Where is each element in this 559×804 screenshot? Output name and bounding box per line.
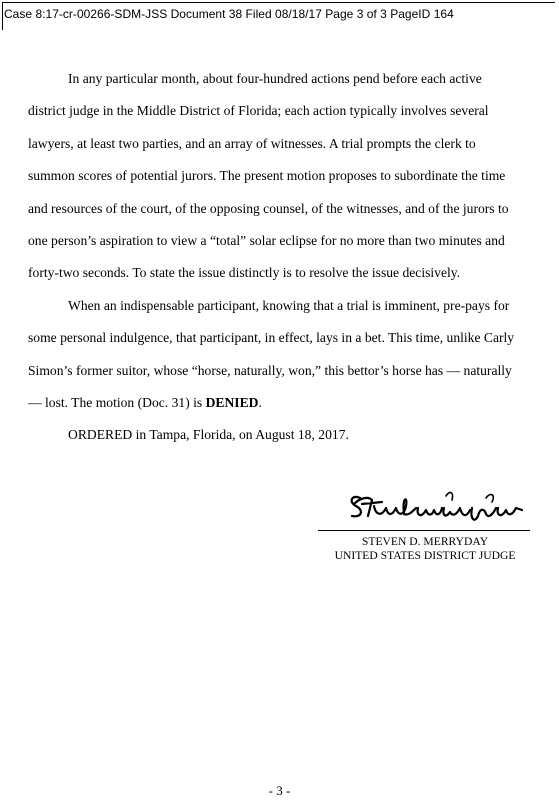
paragraph-2: [28, 290, 520, 420]
judge-title: UNITED STATES DISTRICT JUDGE: [334, 549, 516, 562]
page-number: - 3 -: [268, 783, 291, 798]
paragraph-2-end: .: [258, 395, 262, 411]
denied-ruling: DENIED: [205, 395, 259, 411]
signature-line: [318, 530, 530, 531]
paragraph-2-text: When an indispensable participant, knowing that a trial is imminent, pre-pays for some personal indulgence, that participant, in effect, lays in a bet. This time, unlike Carly Simon’s former suitor, whose “horse, naturally, won,” this bettor’s horse has — naturally — lost. The motion (Doc. 31) is: [28, 297, 515, 411]
filing-header: Case 8:17-cr-00266-SDM-JSS Document 38 Filed 08/18/17 Page 3 of 3 PageID 164: [4, 7, 454, 21]
order-body: [28, 63, 520, 452]
judge-name: STEVEN D. MERRYDAY: [361, 535, 489, 548]
paragraph-1: In any particular month, about four-hundred actions pend before each active district judge in the Middle District of Florida; each action typically involves several lawyers, at least two parties, and an array of witnesses. A trial prompts the clerk to summon scores of potential jurors. The present motion proposes to subordinate the time and resources of the court, of the opposing counsel, of the witnesses, and of the jurors to one person’s aspiration to view a “total” solar eclipse for no more than two minutes and forty-two seconds. To state the issue distinctly is to resolve the issue decisively.: [28, 71, 509, 281]
handwritten-signature: [346, 486, 528, 528]
ordered-line: ORDERED in Tampa, Florida, on August 18, 2017.: [68, 427, 349, 443]
